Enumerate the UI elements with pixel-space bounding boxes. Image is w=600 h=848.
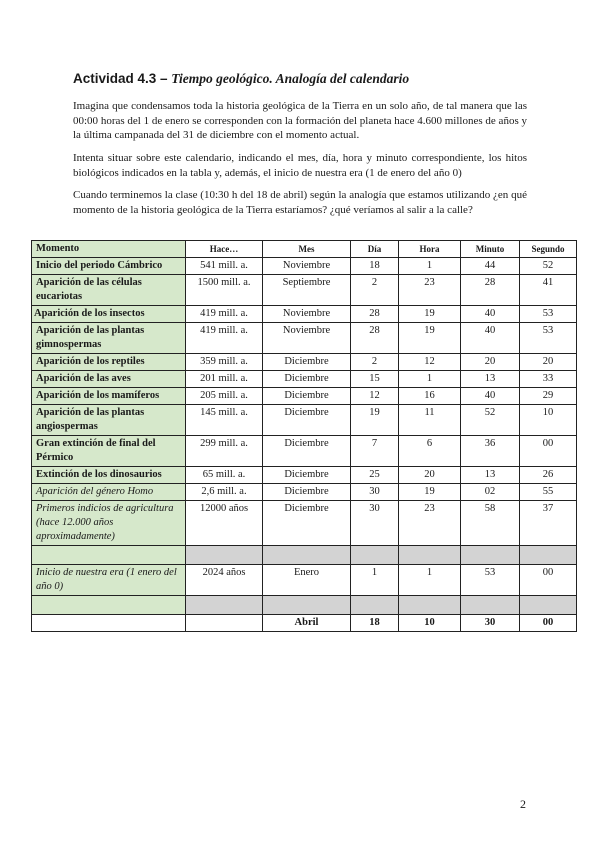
activity-title bbox=[73, 71, 409, 87]
segundo-cell: 26 bbox=[520, 467, 577, 484]
dia-cell: 2 bbox=[351, 354, 399, 371]
table-row bbox=[32, 388, 577, 405]
momento-cell: Aparición de las aves bbox=[32, 371, 186, 388]
hora-cell: 1 bbox=[399, 565, 461, 596]
table-header-row bbox=[32, 241, 577, 258]
minuto-cell: 28 bbox=[461, 275, 520, 306]
table-row bbox=[32, 354, 577, 371]
minuto-cell: 40 bbox=[461, 388, 520, 405]
dia-cell: 7 bbox=[351, 436, 399, 467]
hace-cell: 299 mill. a. bbox=[186, 436, 263, 467]
table-row bbox=[32, 501, 577, 546]
question-paragraph: Cuando terminemos la clase (10:30 h del 18 de abril) según la analogía que estamos utilizando ¿en qué momento de la historia geológica de la Tierra estaríamos? ¿qué veríamos al salir a la calle? bbox=[73, 189, 527, 216]
hora-cell: 19 bbox=[399, 306, 461, 323]
table-row bbox=[32, 371, 577, 388]
mes-cell: Diciembre bbox=[263, 405, 351, 436]
minuto-cell: 13 bbox=[461, 371, 520, 388]
minuto-cell: 36 bbox=[461, 436, 520, 467]
segundo-cell: 20 bbox=[520, 354, 577, 371]
momento-cell: Extinción de los dinosaurios bbox=[32, 467, 186, 484]
table-row bbox=[32, 436, 577, 467]
hace-cell: 419 mill. a. bbox=[186, 323, 263, 354]
mes-cell: Noviembre bbox=[263, 306, 351, 323]
momento-cell: Aparición del género Homo bbox=[32, 484, 186, 501]
hace-cell: 205 mill. a. bbox=[186, 388, 263, 405]
hace-cell: 359 mill. a. bbox=[186, 354, 263, 371]
dia-cell: 1 bbox=[351, 565, 399, 596]
table-row bbox=[32, 467, 577, 484]
minuto-cell: 40 bbox=[461, 323, 520, 354]
hora-cell: 23 bbox=[399, 501, 461, 546]
header-mes: Mes bbox=[263, 241, 351, 258]
momento-cell: Aparición de las plantas angiospermas bbox=[32, 405, 186, 436]
minuto-cell: 30 bbox=[461, 615, 520, 632]
dia-cell: 25 bbox=[351, 467, 399, 484]
hora-cell: 20 bbox=[399, 467, 461, 484]
table-row bbox=[32, 258, 577, 275]
dia-cell: 12 bbox=[351, 388, 399, 405]
minuto-cell: 52 bbox=[461, 405, 520, 436]
table-row bbox=[32, 484, 577, 501]
mes-cell: Diciembre bbox=[263, 436, 351, 467]
hora-cell: 19 bbox=[399, 484, 461, 501]
momento-cell: Inicio del periodo Cámbrico bbox=[32, 258, 186, 275]
mes-cell: Diciembre bbox=[263, 467, 351, 484]
momento-cell: Aparición de los mamíferos bbox=[32, 388, 186, 405]
activity-subtitle: Tiempo geológico. Analogía del calendario bbox=[171, 71, 410, 86]
mes-cell: Noviembre bbox=[263, 323, 351, 354]
mes-cell: Diciembre bbox=[263, 354, 351, 371]
segundo-cell: 53 bbox=[520, 306, 577, 323]
table-row bbox=[32, 306, 577, 323]
dia-cell: 28 bbox=[351, 323, 399, 354]
dia-cell: 30 bbox=[351, 484, 399, 501]
hace-cell: 201 mill. a. bbox=[186, 371, 263, 388]
momento-cell: Inicio de nuestra era (1 enero del año 0) bbox=[32, 565, 186, 596]
dia-cell: 28 bbox=[351, 306, 399, 323]
hace-cell: 2,6 mill. a. bbox=[186, 484, 263, 501]
mes-cell: Diciembre bbox=[263, 501, 351, 546]
segundo-cell: 52 bbox=[520, 258, 577, 275]
minuto-cell: 58 bbox=[461, 501, 520, 546]
geologic-calendar-table bbox=[31, 240, 577, 632]
segundo-cell: 37 bbox=[520, 501, 577, 546]
hora-cell: 1 bbox=[399, 258, 461, 275]
separator-row bbox=[32, 546, 577, 565]
hora-cell: 10 bbox=[399, 615, 461, 632]
intro-paragraph: Imagina que condensamos toda la historia geológica de la Tierra en un solo año, de tal manera que las 00:00 horas del 1 de enero se corresponden con la formación del planeta hace 4.600 millones de años y la última campanada del 31 de diciembre con el momento actual. bbox=[73, 100, 527, 141]
segundo-cell: 33 bbox=[520, 371, 577, 388]
hora-cell: 6 bbox=[399, 436, 461, 467]
hora-cell: 23 bbox=[399, 275, 461, 306]
table-row bbox=[32, 323, 577, 354]
minuto-cell: 20 bbox=[461, 354, 520, 371]
hace-cell bbox=[186, 615, 263, 632]
hora-cell: 12 bbox=[399, 354, 461, 371]
activity-number: Actividad 4.3 – bbox=[73, 71, 172, 86]
segundo-cell: 53 bbox=[520, 323, 577, 354]
hora-cell: 19 bbox=[399, 323, 461, 354]
minuto-cell: 53 bbox=[461, 565, 520, 596]
segundo-cell: 00 bbox=[520, 436, 577, 467]
separator-row bbox=[32, 596, 577, 615]
hace-cell: 2024 años bbox=[186, 565, 263, 596]
momento-cell: Aparición de las plantas gimnospermas bbox=[32, 323, 186, 354]
hace-cell: 419 mill. a. bbox=[186, 306, 263, 323]
mes-cell: Abril bbox=[263, 615, 351, 632]
hace-cell: 12000 años bbox=[186, 501, 263, 546]
segundo-cell: 10 bbox=[520, 405, 577, 436]
dia-cell: 2 bbox=[351, 275, 399, 306]
hora-cell: 16 bbox=[399, 388, 461, 405]
hace-cell: 1500 mill. a. bbox=[186, 275, 263, 306]
momento-cell: Aparición de los reptiles bbox=[32, 354, 186, 371]
hora-cell: 1 bbox=[399, 371, 461, 388]
segundo-cell: 29 bbox=[520, 388, 577, 405]
momento-cell: Aparición de los insectos bbox=[32, 306, 186, 323]
minuto-cell: 44 bbox=[461, 258, 520, 275]
hace-cell: 541 mill. a. bbox=[186, 258, 263, 275]
mes-cell: Noviembre bbox=[263, 258, 351, 275]
mes-cell: Diciembre bbox=[263, 371, 351, 388]
header-segundo: Segundo bbox=[520, 241, 577, 258]
header-hora: Hora bbox=[399, 241, 461, 258]
mes-cell: Diciembre bbox=[263, 388, 351, 405]
mes-cell: Diciembre bbox=[263, 484, 351, 501]
header-momento: Momento bbox=[32, 241, 186, 258]
page-number: 2 bbox=[520, 797, 526, 811]
segundo-cell: 41 bbox=[520, 275, 577, 306]
segundo-cell: 00 bbox=[520, 615, 577, 632]
momento-cell: Aparición de las células eucariotas bbox=[32, 275, 186, 306]
dia-cell: 18 bbox=[351, 615, 399, 632]
dia-cell: 19 bbox=[351, 405, 399, 436]
header-minuto: Minuto bbox=[461, 241, 520, 258]
table-row bbox=[32, 275, 577, 306]
table-row bbox=[32, 405, 577, 436]
dia-cell: 30 bbox=[351, 501, 399, 546]
minuto-cell: 02 bbox=[461, 484, 520, 501]
dia-cell: 18 bbox=[351, 258, 399, 275]
table-row-answer bbox=[32, 615, 577, 632]
header-dia: Día bbox=[351, 241, 399, 258]
momento-cell: Primeros indicios de agricultura (hace 12.000 años aproximadamente) bbox=[32, 501, 186, 546]
header-hace: Hace… bbox=[186, 241, 263, 258]
segundo-cell: 55 bbox=[520, 484, 577, 501]
hace-cell: 65 mill. a. bbox=[186, 467, 263, 484]
momento-cell bbox=[32, 615, 186, 632]
table-row bbox=[32, 565, 577, 596]
momento-cell: Gran extinción de final del Pérmico bbox=[32, 436, 186, 467]
mes-cell: Enero bbox=[263, 565, 351, 596]
mes-cell: Septiembre bbox=[263, 275, 351, 306]
minuto-cell: 40 bbox=[461, 306, 520, 323]
minuto-cell: 13 bbox=[461, 467, 520, 484]
instructions-paragraph: Intenta situar sobre este calendario, indicando el mes, día, hora y minuto correspondiente, los hitos biológicos indicados en la tabla y, además, el inicio de nuestra era (1 de enero del año 0) bbox=[73, 152, 527, 179]
dia-cell: 15 bbox=[351, 371, 399, 388]
hora-cell: 11 bbox=[399, 405, 461, 436]
hace-cell: 145 mill. a. bbox=[186, 405, 263, 436]
segundo-cell: 00 bbox=[520, 565, 577, 596]
